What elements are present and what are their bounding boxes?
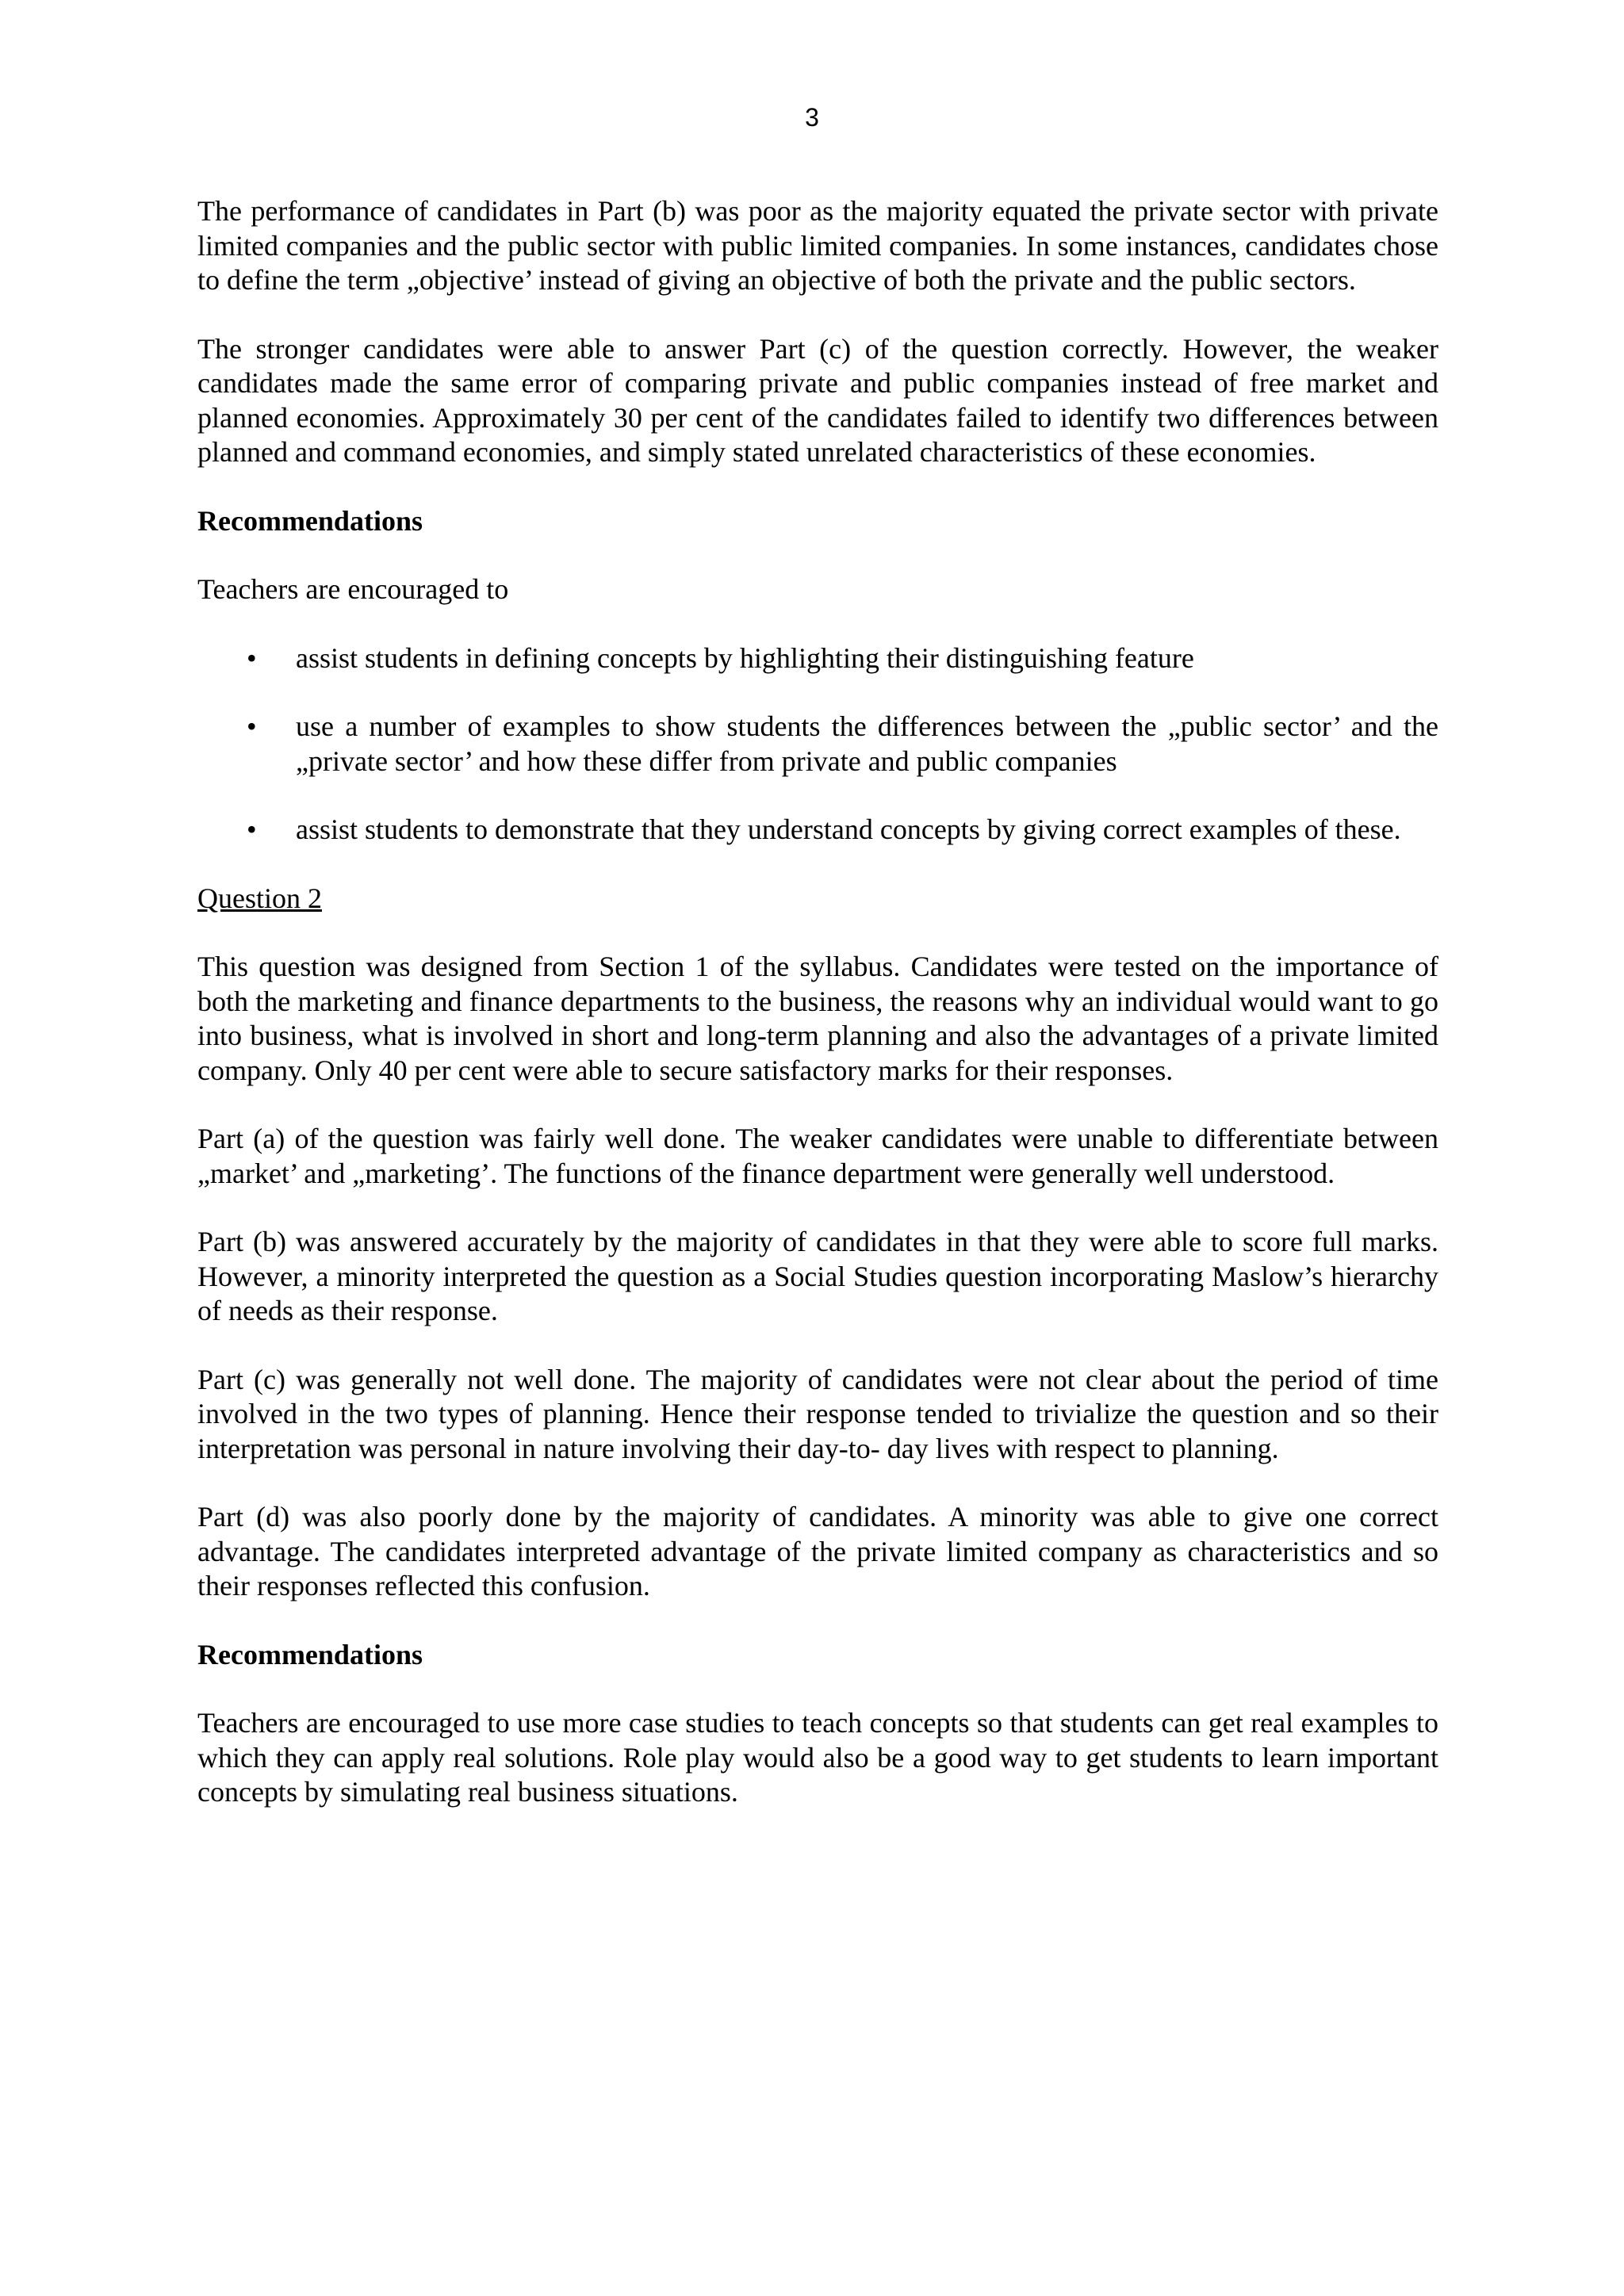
recommendations-heading: Recommendations [197,504,423,537]
bullet-icon: • [247,710,257,742]
question-2-heading: Question 2 [197,882,322,914]
paragraph-part-d: Part (d) was also poorly done by the majority of candidates. A minority was able to give one correct advantage. The candidates interpreted advantage of the private limited company as characteristics and so their responses reflected this confusion. [197,1501,1438,1601]
recommendations-intro: Teachers are encouraged to [197,573,509,605]
recommendations-heading-2: Recommendations [197,1638,423,1670]
list-item [197,813,1438,848]
list-item [197,710,1438,779]
recommendations-list [197,641,1438,848]
paragraph-part-c-performance: The stronger candidates were able to answer Part (c) of the question correctly. However, the weaker candidates made the same error of comparing private and public companies instead of free market and planned economies. Approximately 30 per cent of the candidates failed to identify two differences between planned and command economies, and simply stated unrelated characteristics of these economies. [197,332,1438,468]
paragraph-part-c: Part (c) was generally not well done. The majority of candidates were not clear about the period of time involved in the two types of planning. Hence their response tended to trivialize the question and so their interpretation was personal in nature involving their day-to- day lives with respect to planning. [197,1363,1438,1464]
list-item-text: assist students in defining concepts by highlighting their distinguishing feature [296,641,1194,674]
list-item-text: use a number of examples to show students the differences between the „public sector’ and the „private sector’ and how these differ from private and public companies [296,710,1438,777]
page-body [197,194,1438,1844]
page-number: 3 [805,103,819,132]
paragraph-part-a: Part (a) of the question was fairly well done. The weaker candidates were unable to differentiate between „market’ and „marketing’. The functions of the finance department were generally well understood. [197,1123,1438,1189]
bullet-icon: • [247,813,257,845]
list-item [197,641,1438,676]
list-item-text: assist students to demonstrate that they understand concepts by giving correct examples of these. [296,813,1401,845]
paragraph-part-b: Part (b) was answered accurately by the majority of candidates in that they were able to score full marks. However, a minority interpreted the question as a Social Studies question incorporating Maslow’s hierarchy of needs as their response. [197,1226,1438,1326]
bullet-icon: • [247,641,257,674]
recommendations-text: Teachers are encouraged to use more case studies to teach concepts so that students can get real examples to which they can apply real solutions. Role play would also be a good way to get students to learn important concepts by simulating real business situations. [197,1707,1438,1808]
paragraph-part-b-performance: The performance of candidates in Part (b) was poor as the majority equated the private sector with private limited companies and the public sector with public limited companies. In some instances, candidates chose to define the term „objective’ instead of giving an objective of both the private and the public sectors. [197,195,1438,296]
paragraph-question-2-intro: This question was designed from Section 1 of the syllabus. Candidates were tested on the importance of both the marketing and finance departments to the business, the reasons why an individual would want to go into business, what is involved in short and long-term planning and also the advantages of a private limited company. Only 40 per cent were able to secure satisfactory marks for their responses. [197,951,1438,1086]
